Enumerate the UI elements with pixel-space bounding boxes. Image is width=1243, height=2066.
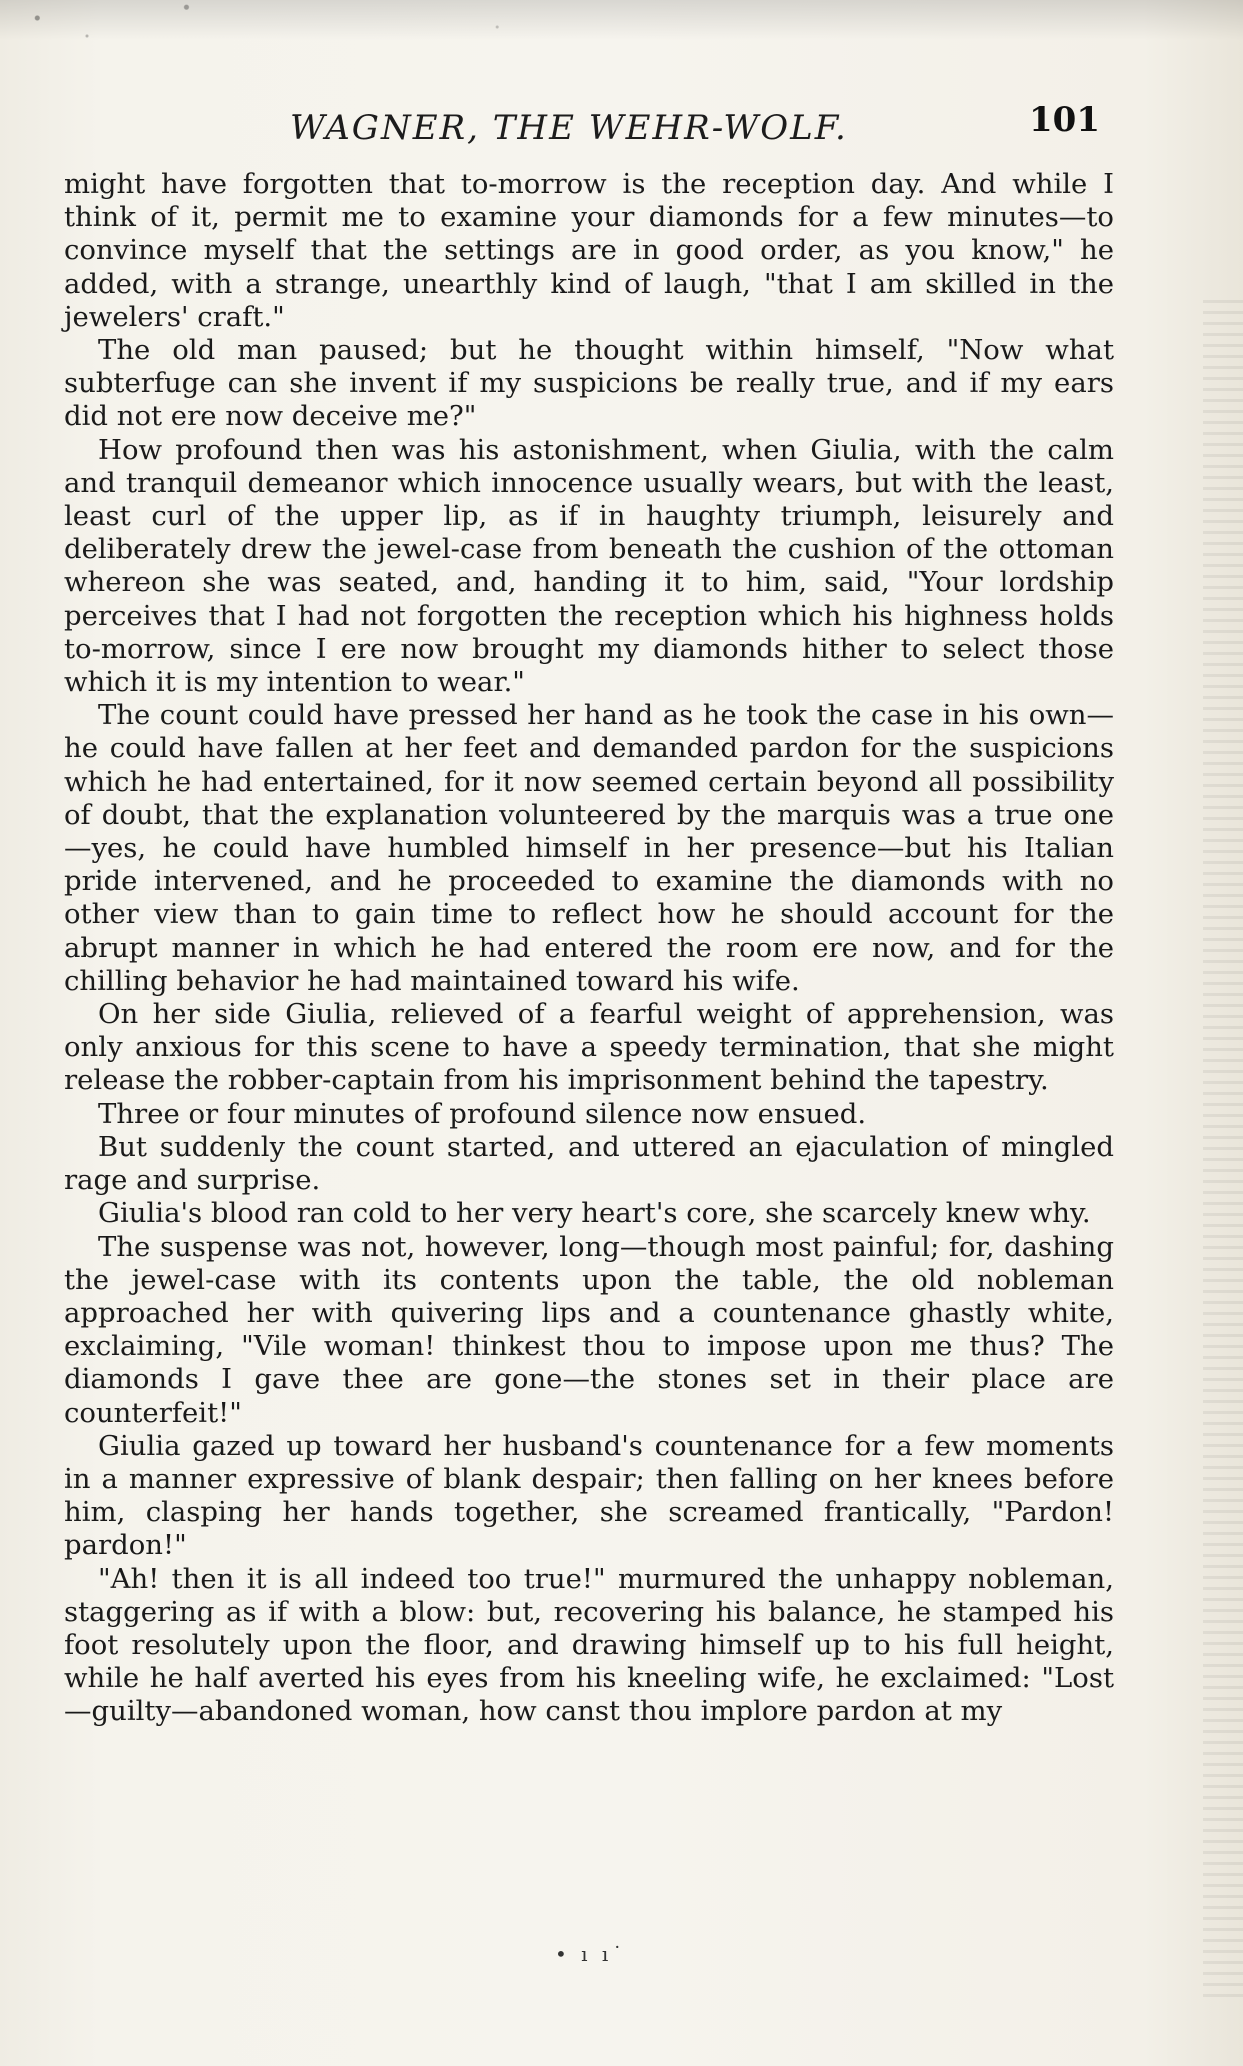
running-title: WAGNER, THE WEHR-WOLF.: [290, 108, 848, 148]
page-header: [290, 100, 1100, 150]
paragraph: Three or four minutes of profound silence now ensued.: [98, 1097, 867, 1130]
print-noise-right: [1203, 300, 1243, 2000]
paragraph: The count could have pressed her hand as he took the case in his own—he could have fallen at her feet and demanded pardon for the suspicions which he had entertained, for it now seemed certain beyond all possibility of doubt, that the explanation volunteered by the marquis was a true one—yes, he could have humbled himself in her presence—but his Italian pride intervened, and he proceeded to examine the diamonds with no other view than to gain time to reflect how he should account for the abrupt manner in which he had entered the room ere now, and for the chilling behavior he had maintained toward his wife.: [64, 699, 1114, 997]
footer-mark: • ı ı˙: [555, 1942, 627, 1966]
page-number: 101: [1029, 100, 1100, 140]
body-text: [64, 168, 1114, 1928]
paragraph: might have forgotten that to-morrow is the reception day. And while I think of it, permit me to examine your diamonds for a few minutes—to convince myself that the settings are in good order, as you know," he added, with a strange, unearthly kind of laugh, "that I am skilled in the jewelers' craft.": [64, 168, 1114, 333]
paragraph: How profound then was his astonishment, when Giulia, with the calm and tranquil demeanor which innocence usually wears, but with the least, least curl of the upper lip, as if in haughty triumph, leisurely and deliberately drew the jewel-case from beneath the cushion of the ottoman whereon she was seated, and, handing it to him, said, "Your lordship perceives that I had not forgotten the reception which his highness holds to-morrow, since I ere now brought my diamonds hither to select those which it is my intention to wear.": [64, 433, 1114, 699]
paragraph: But suddenly the count started, and uttered an ejaculation of mingled rage and surprise.: [64, 1130, 1114, 1197]
paragraph: The old man paused; but he thought within himself, "Now what subterfuge can she invent if my suspicions be really true, and if my ears did not ere now deceive me?": [64, 334, 1114, 433]
print-noise-top: [0, 0, 1243, 90]
paragraph: Giulia's blood ran cold to her very heart's core, she scarcely knew why.: [98, 1197, 1091, 1230]
paragraph: The suspense was not, however, long—though most painful; for, dashing the jewel-case with its contents upon the table, the old nobleman approached her with quivering lips and a countenance ghastly white, exclaiming, "Vile woman! thinkest thou to impose upon me thus? The diamonds I gave thee are gone—the stones set in their place are counterfeit!": [64, 1230, 1114, 1429]
paragraph: On her side Giulia, relieved of a fearful weight of apprehension, was only anxious for this scene to have a speedy termination, that she might release the robber-captain from his imprisonment behind the tapestry.: [64, 998, 1114, 1097]
paragraph: Giulia gazed up toward her husband's countenance for a few moments in a manner expressive of blank despair; then falling on her knees before him, clasping her hands together, she screamed frantically, "Pardon! pardon!": [64, 1429, 1114, 1562]
paragraph: "Ah! then it is all indeed too true!" murmured the unhappy nobleman, staggering as if with a blow: but, recovering his balance, he stamped his foot resolutely upon the floor, and drawing himself up to his full height, while he half averted his eyes from his kneeling wife, he exclaimed: "Lost—guilty—abandoned woman, how canst thou implore pardon at my: [64, 1562, 1114, 1728]
